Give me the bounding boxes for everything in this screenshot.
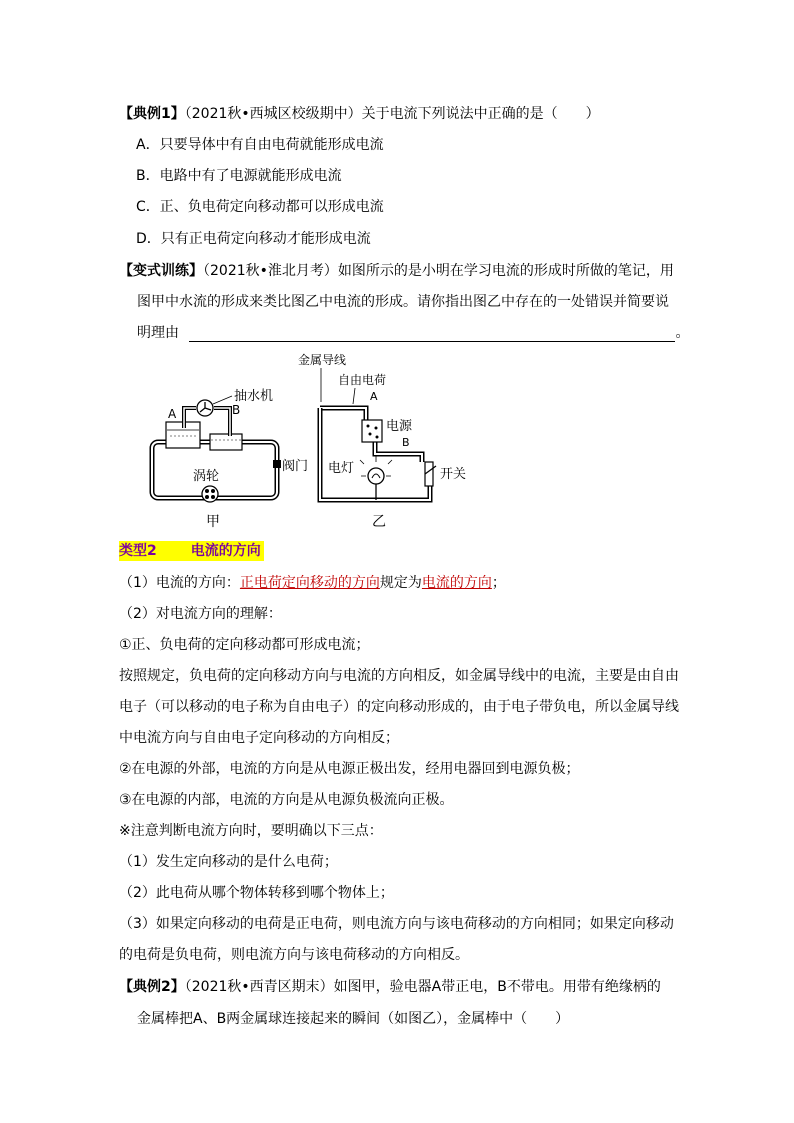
label-a-yi: A bbox=[370, 390, 378, 403]
lamp-label: 电灯 bbox=[328, 461, 355, 476]
p1-red1: 正电荷定向移动的方向 bbox=[239, 575, 380, 591]
variant-source: （2021秋•淮北月考） bbox=[203, 263, 338, 279]
free-charge-label: 自由电荷 bbox=[338, 373, 387, 387]
type2-title: 电流的方向 bbox=[190, 543, 261, 559]
example1-stem: 关于电流下列说法中正确的是（ ） bbox=[361, 106, 600, 122]
variant-period: 。 bbox=[675, 325, 690, 341]
type2-heading bbox=[119, 541, 264, 561]
valve-label: 阀门 bbox=[282, 459, 309, 474]
figure-yi bbox=[298, 352, 466, 530]
content-p7: ※注意判断电流方向时，要明确以下三点： bbox=[119, 823, 383, 839]
content-p10b: 的电荷是负电荷，则电流方向与该电荷移动的方向相反。 bbox=[119, 947, 469, 963]
wire-label: 金属导线 bbox=[298, 353, 347, 367]
content-p4b: 电子（可以移动的电子称为自由电子）的定向移动形成的，由于电子带负电，所以金属导线 bbox=[119, 699, 679, 715]
label-a-jia: A bbox=[168, 407, 177, 421]
caption-jia: 甲 bbox=[206, 514, 220, 530]
content-p9: （2）此电荷从哪个物体转移到哪个物体上； bbox=[119, 885, 394, 901]
p1-mid: 规定为 bbox=[379, 575, 422, 591]
example1-option-c: C．正、负电荷定向移动都可以形成电流 bbox=[136, 199, 384, 215]
example1-tag: 【典例1】 bbox=[119, 106, 185, 122]
switch-label: 开关 bbox=[440, 467, 467, 482]
content-p3: ①正、负电荷的定向移动都可形成电流； bbox=[119, 637, 370, 653]
content-p5: ②在电源的外部，电流的方向是从电源正极出发，经用电器回到电源负极； bbox=[119, 761, 580, 777]
content-p6: ③在电源的内部，电流的方向是从电源负极流向正极。 bbox=[119, 792, 454, 808]
variant-tag: 【变式训练】 bbox=[119, 263, 203, 279]
p1-red2: 电流的方向 bbox=[421, 575, 492, 591]
example2-tag: 【典例2】 bbox=[119, 979, 185, 995]
example1-option-b: B．电路中有了电源就能形成电流 bbox=[136, 168, 342, 184]
caption-yi: 乙 bbox=[372, 514, 386, 530]
label-b-jia: B bbox=[232, 403, 241, 417]
example1-option-d: D．只有正电荷定向移动才能形成电流 bbox=[136, 231, 371, 247]
content-p2: （2）对电流方向的理解： bbox=[119, 606, 282, 622]
type2-label: 类型2 bbox=[119, 543, 157, 559]
source-label: 电源 bbox=[386, 419, 413, 434]
answer-blank[interactable] bbox=[189, 327, 675, 342]
variant-line1 bbox=[119, 260, 674, 280]
variant-text1: 如图所示的是小明在学习电流的形成时所做的笔记，用 bbox=[337, 263, 674, 279]
variant-reason-label: 明理由 bbox=[137, 325, 179, 341]
example2-line1 bbox=[119, 976, 661, 996]
example1-source: （2021秋•西城区校级期中） bbox=[184, 106, 362, 122]
content-p4a: 按照规定，负电荷的定向移动方向与电流的方向相反，如金属导线中的电流，主要是由自由 bbox=[119, 668, 679, 684]
example2-line2: 金属棒把A、B两金属球连接起来的瞬间（如图乙），金属棒中（ ） bbox=[137, 1011, 570, 1027]
content-p1 bbox=[119, 572, 506, 592]
content-p10a: （3）如果定向移动的电荷是正电荷，则电流方向与该电荷移动的方向相同；如果定向移动 bbox=[119, 916, 674, 932]
example2-text1: 如图甲，验电器A带正电，B不带电。用带有绝缘柄的 bbox=[333, 979, 661, 995]
variant-line2: 图甲中水流的形成来类比图乙中电流的形成。请你指出图乙中存在的一处错误并简要说 bbox=[137, 294, 669, 310]
pump-label: 抽水机 bbox=[234, 389, 274, 404]
figure-water-vs-circuit bbox=[140, 350, 480, 535]
example1-question bbox=[119, 103, 600, 123]
example1-option-a: A．只要导体中有自由电荷就能形成电流 bbox=[136, 137, 384, 153]
variant-line3 bbox=[137, 322, 689, 342]
content-p4c: 中电流方向与自由电子定向移动的方向相反； bbox=[119, 730, 399, 746]
content-p8: （1）发生定向移动的是什么电荷； bbox=[119, 854, 338, 870]
p1-end: ； bbox=[491, 575, 506, 591]
p1-prefix: （1）电流的方向： bbox=[119, 575, 240, 591]
figure-jia bbox=[152, 388, 308, 530]
example2-source: （2021秋•西青区期末） bbox=[184, 979, 334, 995]
label-b-yi: B bbox=[402, 436, 410, 449]
turbine-label: 涡轮 bbox=[193, 469, 220, 484]
